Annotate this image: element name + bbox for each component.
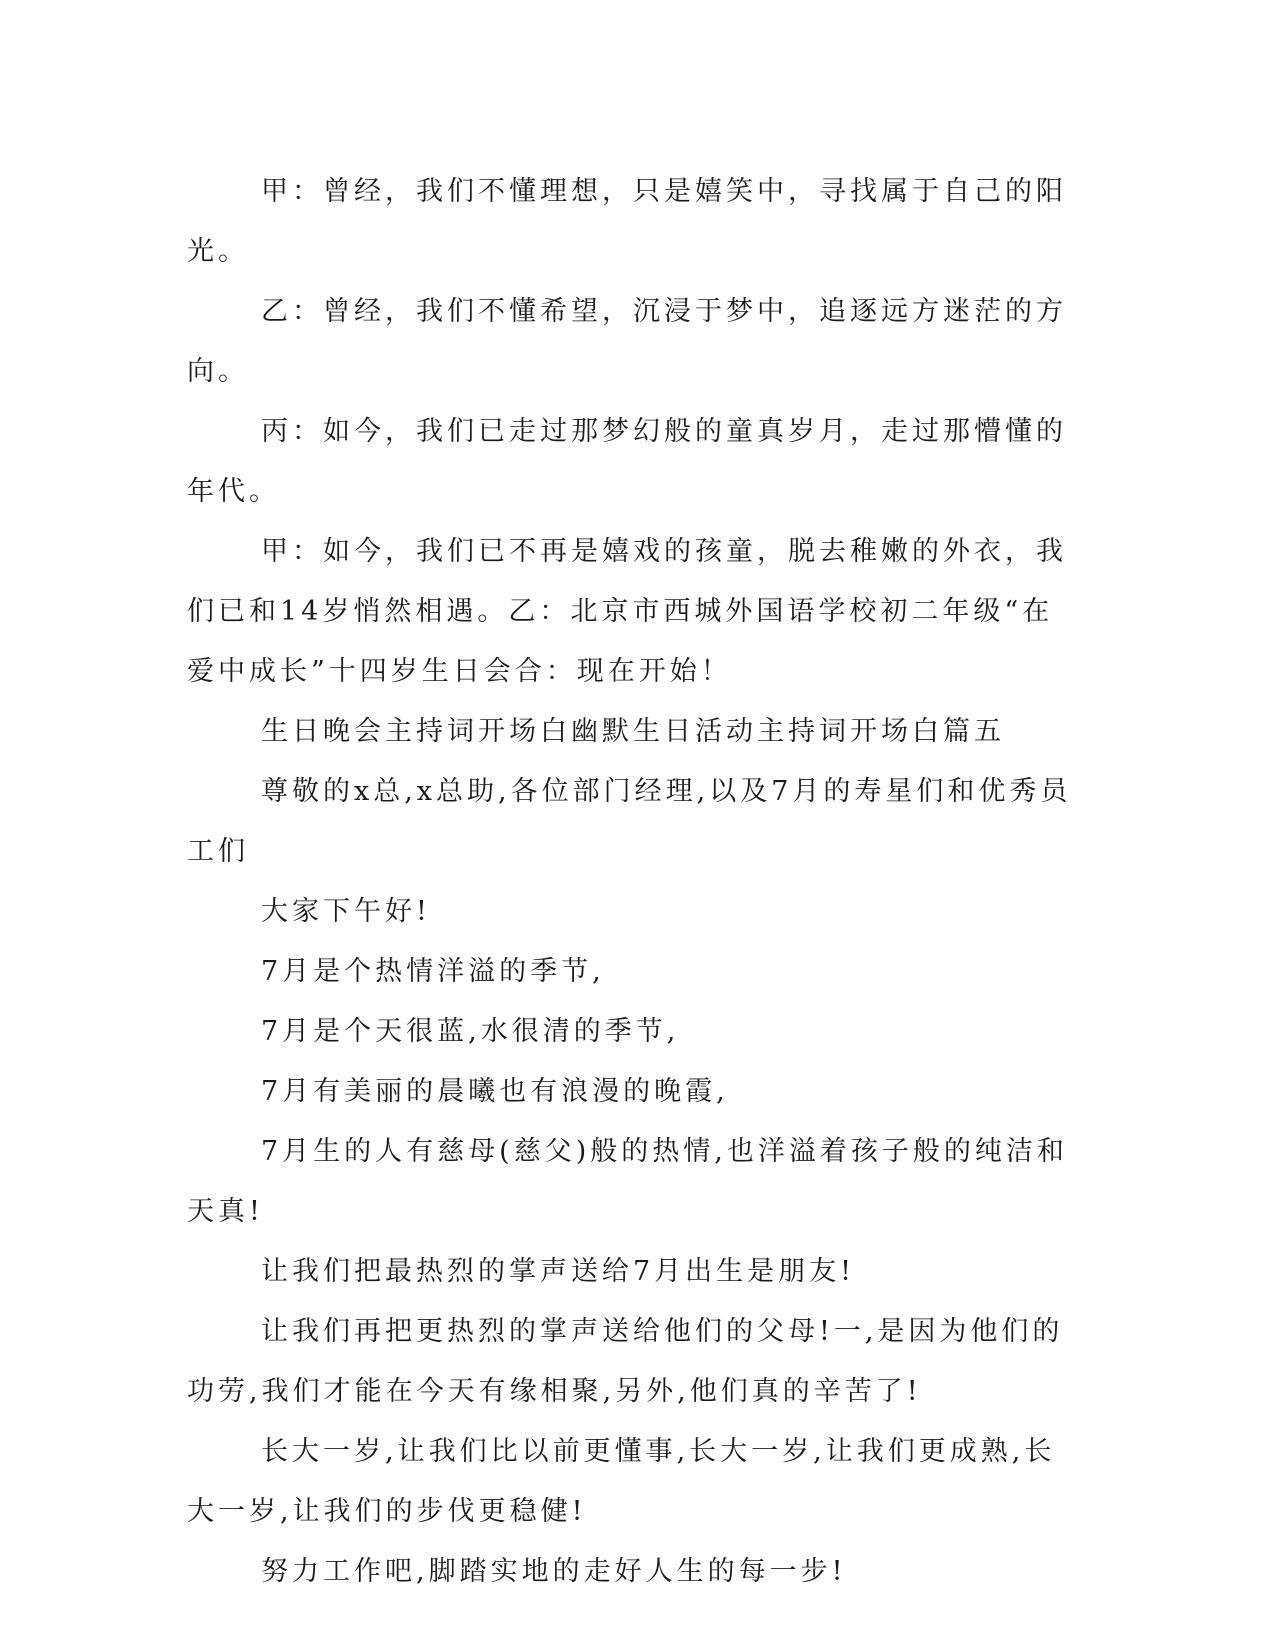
paragraph-6: 尊敬的x总,x总助,各位部门经理,以及7月的寿星们和优秀员工们 xyxy=(187,776,1072,867)
paragraph-12: 让我们把最热烈的掌声送给7月出生是朋友! xyxy=(261,1256,856,1287)
paragraph-15: 努力工作吧,脚踏实地的走好人生的每一步! xyxy=(261,1556,847,1587)
paragraph-4: 甲：如今，我们已不再是嬉戏的孩童，脱去稚嫩的外衣，我们已和14岁悄然相遇。乙：北京市西城外国语学校初二年级“在爱中成长”十四岁生日会合：现在开始！ xyxy=(187,536,1067,687)
document-body xyxy=(187,162,1077,1602)
paragraph-11: 7月生的人有慈母(慈父)般的热情,也洋溢着孩子般的纯洁和天真! xyxy=(187,1136,1068,1227)
paragraph-9: 7月是个天很蓝,水很清的季节, xyxy=(261,1016,680,1047)
paragraph-7: 大家下午好! xyxy=(261,896,431,927)
paragraph-8: 7月是个热情洋溢的季节, xyxy=(261,956,605,987)
paragraph-14: 长大一岁,让我们比以前更懂事,长大一岁,让我们更成熟,长大一岁,让我们的步伐更稳健! xyxy=(187,1436,1056,1527)
paragraph-13: 让我们再把更热烈的掌声送给他们的父母!一,是因为他们的功劳,我们才能在今天有缘相聚,另外,他们真的辛苦了! xyxy=(187,1316,1064,1407)
paragraph-2: 乙：曾经，我们不懂希望，沉浸于梦中，追逐远方迷茫的方向。 xyxy=(187,296,1067,387)
paragraph-10: 7月有美丽的晨曦也有浪漫的晚霞, xyxy=(261,1076,729,1107)
paragraph-3: 丙：如今，我们已走过那梦幻般的童真岁月，走过那懵懂的年代。 xyxy=(187,416,1067,507)
paragraph-5-heading: 生日晚会主持词开场白幽默生日活动主持词开场白篇五 xyxy=(261,716,1005,747)
paragraph-1: 甲：曾经，我们不懂理想，只是嬉笑中，寻找属于自己的阳光。 xyxy=(187,176,1067,267)
